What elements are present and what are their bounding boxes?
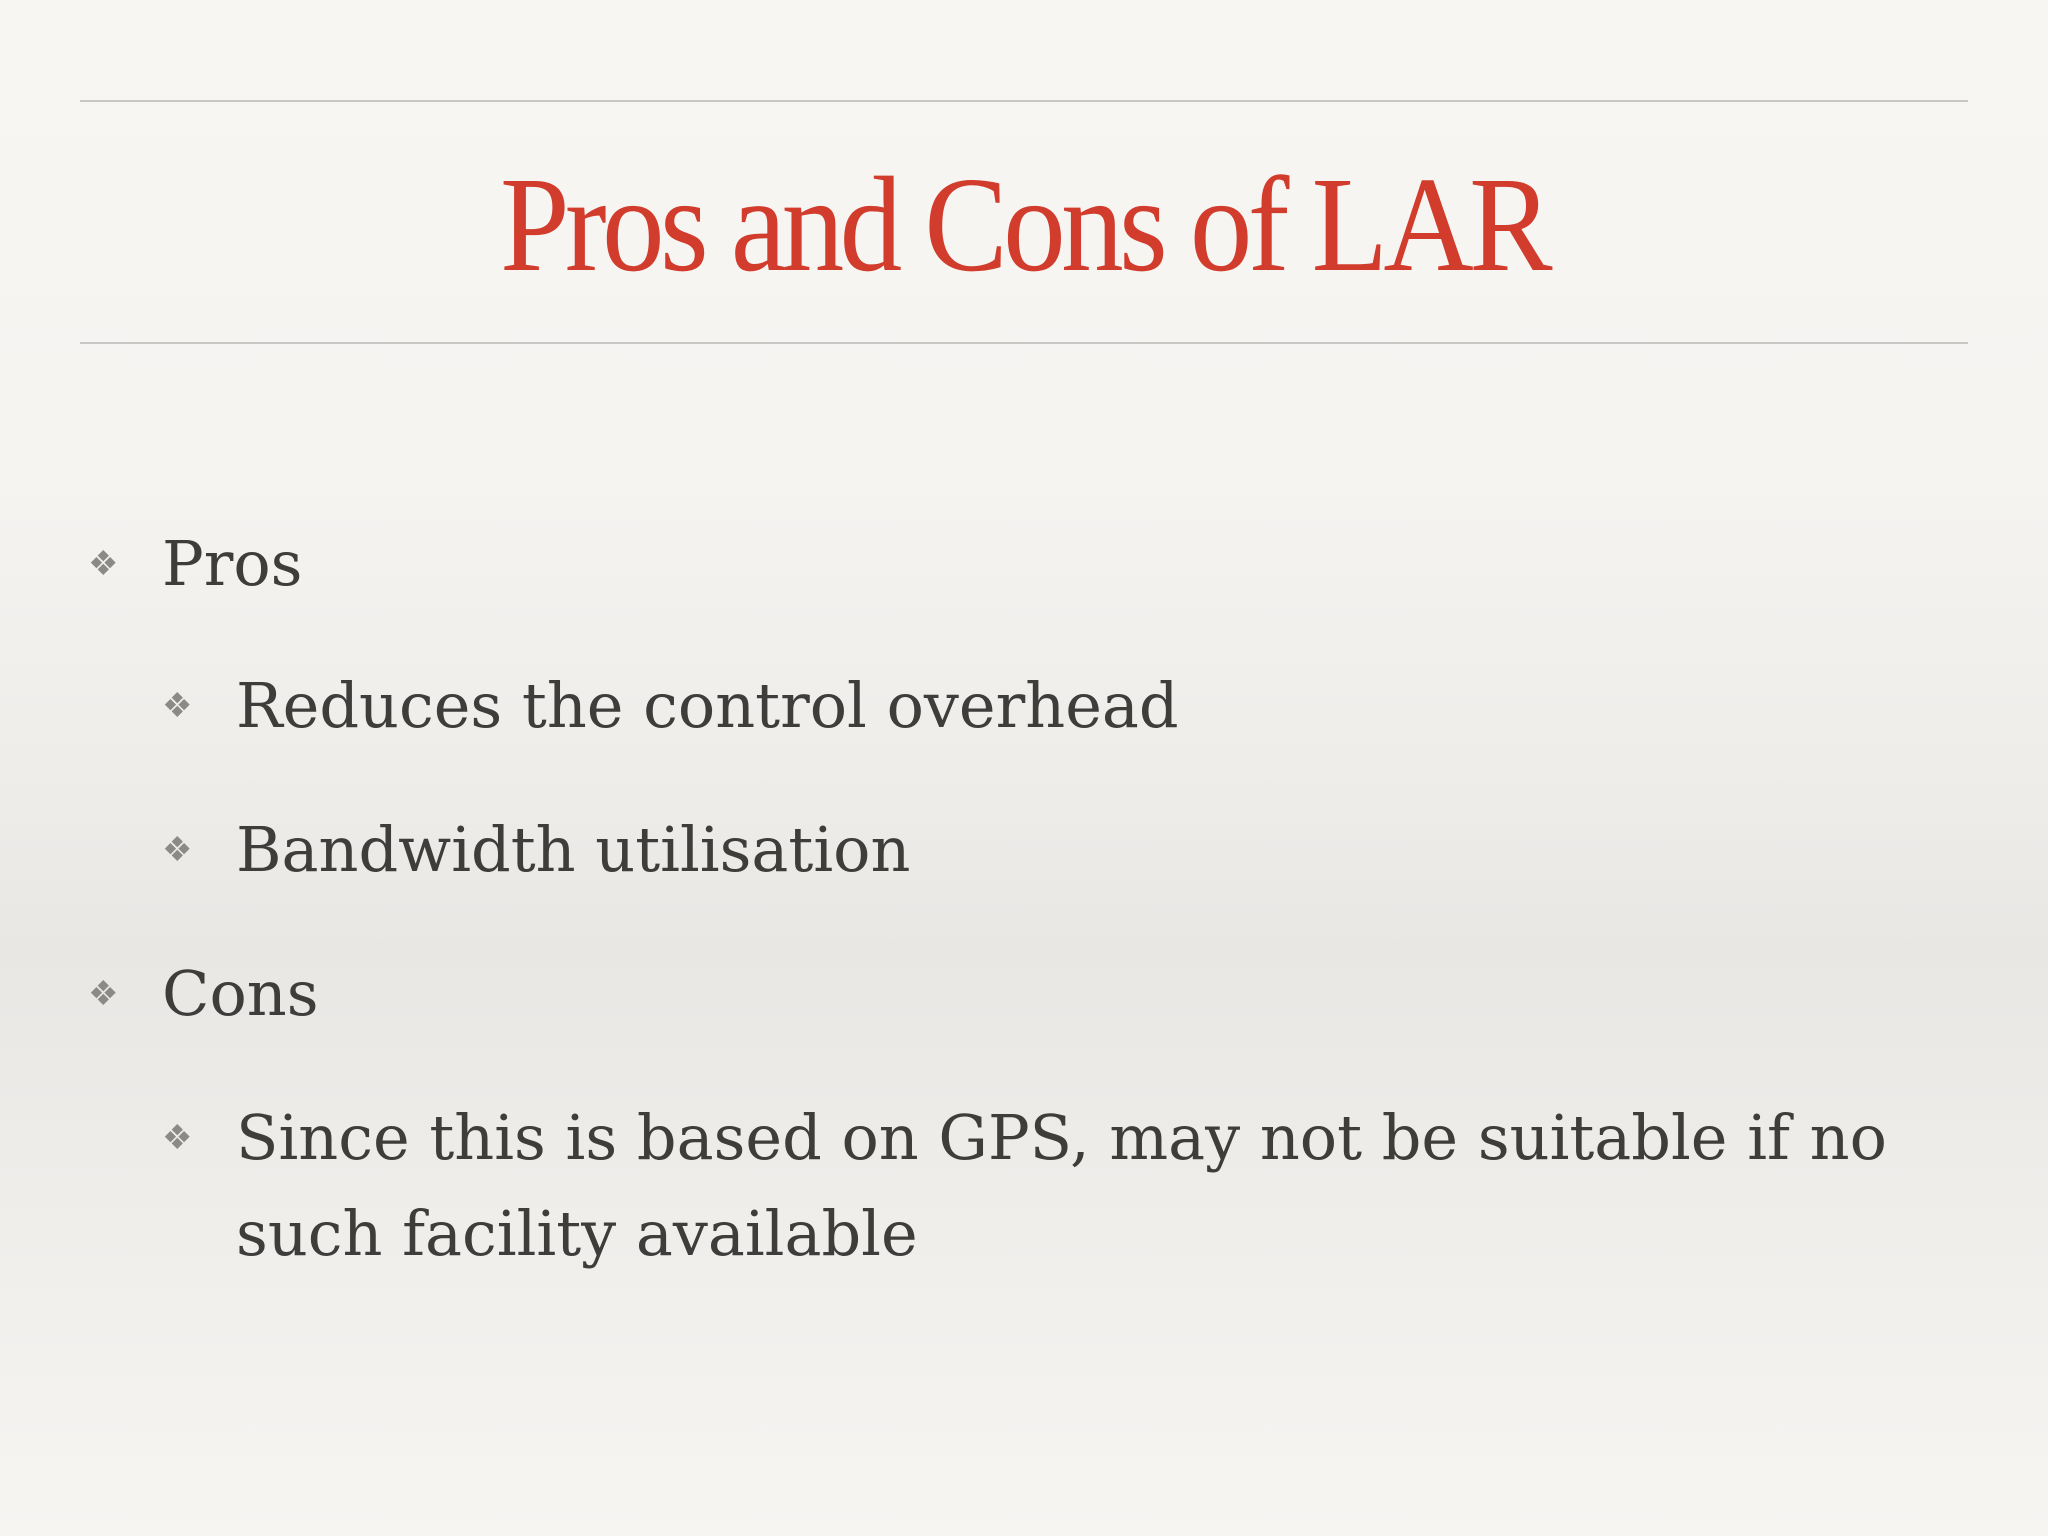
bullet-subitem [162, 658, 1179, 754]
bullet-diamond-icon: ❖ [88, 544, 119, 584]
bullet-text: Cons [162, 957, 319, 1030]
bullet-diamond-icon: ❖ [162, 830, 193, 870]
slide-title: Pros and Cons of LAR [499, 150, 1548, 300]
bullet-text: Since this is based on GPS, may not be suitable if no such facility available [236, 1101, 1887, 1270]
bullet-item-pros [88, 516, 303, 612]
bullet-text: Reduces the control overhead [236, 669, 1179, 742]
bullet-subitem [162, 1090, 1926, 1282]
bullet-diamond-icon: ❖ [88, 974, 119, 1014]
bullet-item-cons [88, 946, 319, 1042]
bullet-subitem [162, 802, 911, 898]
bullet-diamond-icon: ❖ [162, 686, 193, 726]
bullet-diamond-icon: ❖ [162, 1118, 193, 1158]
bullet-text: Pros [162, 527, 303, 600]
bullet-text: Bandwidth utilisation [236, 813, 911, 886]
